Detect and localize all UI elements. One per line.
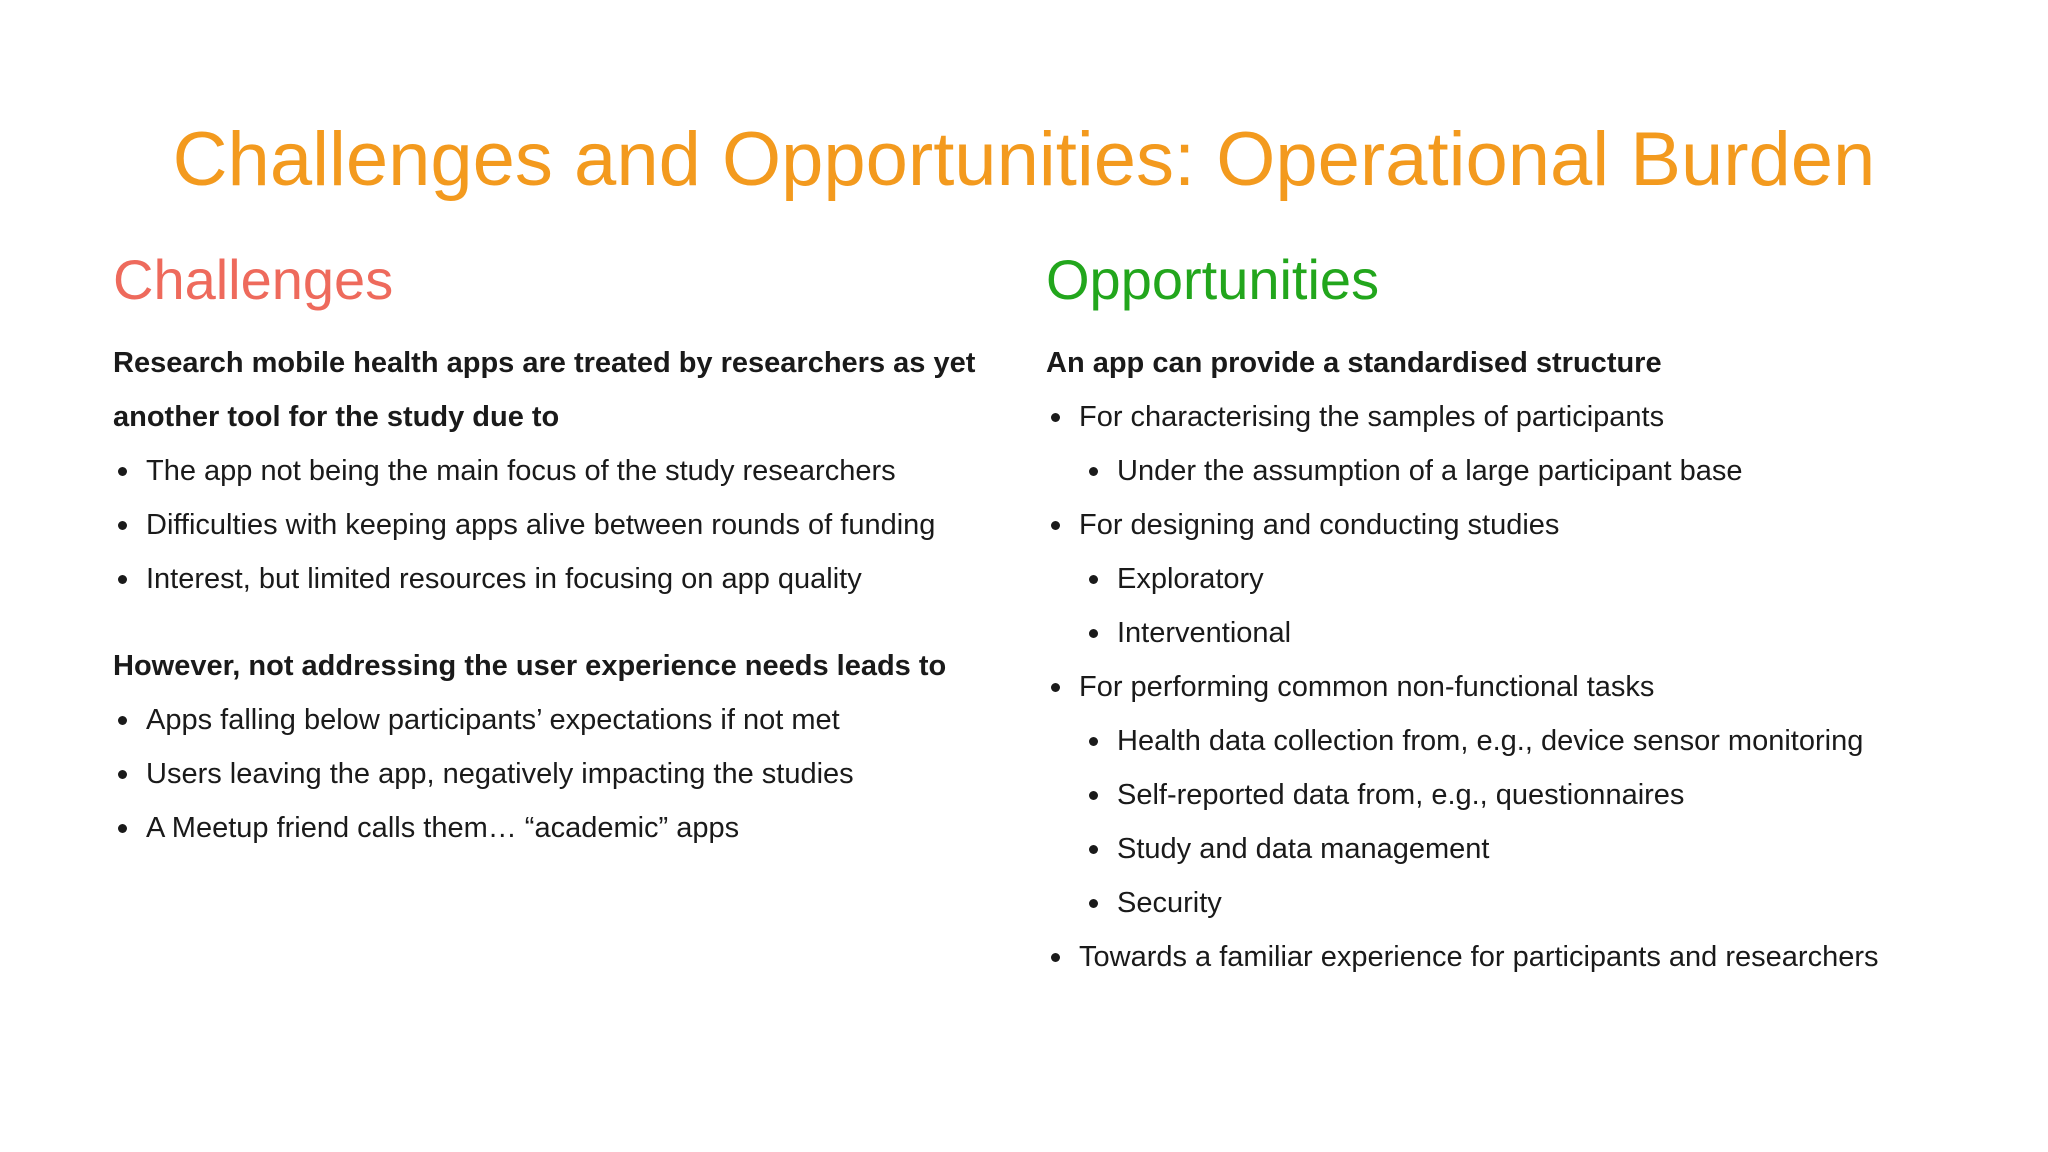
list-item: Towards a familiar experience for participants and researchers <box>1046 930 2006 984</box>
spacer <box>113 606 1013 639</box>
list-item: Interventional <box>1046 606 2006 660</box>
challenges-heading: Challenges <box>113 248 394 311</box>
list-item: Study and data management <box>1046 822 2006 876</box>
opportunities-heading: Opportunities <box>1046 248 1380 311</box>
slide-title: Challenges and Opportunities: Operational Burden <box>172 117 1876 202</box>
opportunities-lead: An app can provide a standardised structure <box>1046 347 1662 379</box>
list-item: Users leaving the app, negatively impacting the studies <box>113 747 1013 801</box>
list-item: Self-reported data from, e.g., questionnaires <box>1046 768 2006 822</box>
opportunities-list <box>1046 390 2006 984</box>
challenges-lead-1: Research mobile health apps are treated by researchers as yet another tool for the study due to <box>113 347 976 433</box>
list-item: For performing common non-functional tasks <box>1046 660 2006 714</box>
list-item: Difficulties with keeping apps alive between rounds of funding <box>113 498 1013 552</box>
list-item: The app not being the main focus of the study researchers <box>113 444 1013 498</box>
list-item: Apps falling below participants’ expectations if not met <box>113 693 1013 747</box>
challenges-list-2 <box>113 693 1013 855</box>
challenges-column <box>113 244 1013 855</box>
list-item: For characterising the samples of participants <box>1046 390 2006 444</box>
list-item: Exploratory <box>1046 552 2006 606</box>
list-item: Interest, but limited resources in focusing on app quality <box>113 552 1013 606</box>
list-item: For designing and conducting studies <box>1046 498 2006 552</box>
list-item: A Meetup friend calls them… “academic” apps <box>113 801 1013 855</box>
list-item: Health data collection from, e.g., device sensor monitoring <box>1046 714 2006 768</box>
opportunities-column <box>1046 244 2006 984</box>
list-item: Security <box>1046 876 2006 930</box>
challenges-list-1 <box>113 444 1013 606</box>
list-item: Under the assumption of a large participant base <box>1046 444 2006 498</box>
challenges-lead-2: However, not addressing the user experience needs leads to <box>113 650 947 682</box>
